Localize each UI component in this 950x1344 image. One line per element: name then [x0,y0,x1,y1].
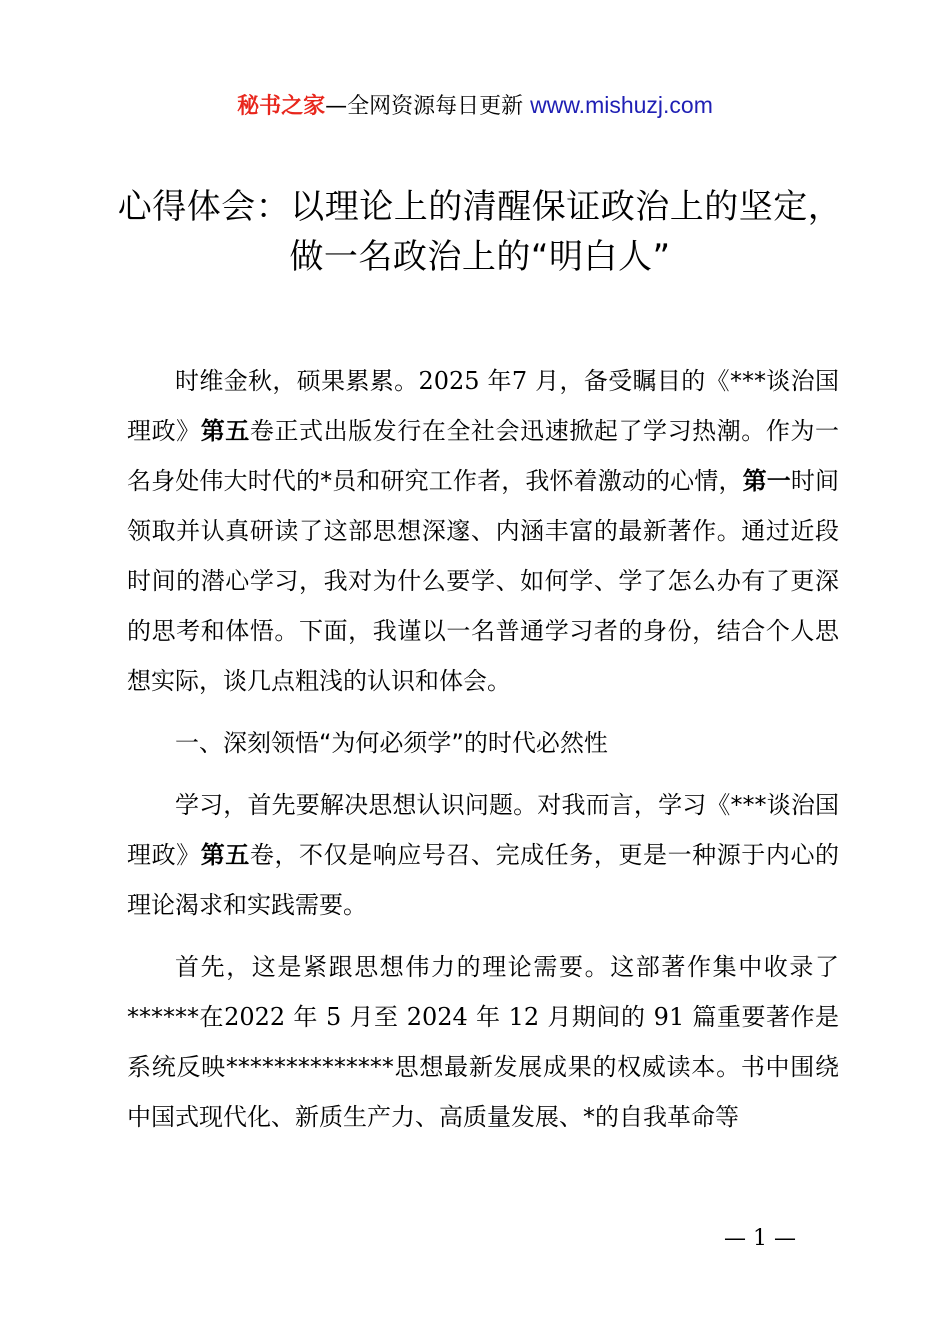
text-run: 年 [487,367,512,395]
text-run: 7 [511,367,528,395]
text-run: 91 [653,1003,685,1031]
document-title [100,182,860,282]
text-run-bold: 第五 [200,841,250,869]
text-run: 时间领取并认真研读了这部思想深邃、内涵丰富的最新著作。通过近段时间的潜心学习，我对为什么要学、如何学、学了怎么办有了更深的思考和体悟。下面，我谨以一名普通学习者的身份，结合个人思想实际，谈几点粗浅的认识和体会。 [127,467,840,695]
page-number: — 1 — [724,1226,796,1251]
paragraph-intro [127,356,839,706]
text-run: 月至 [349,1003,399,1031]
text-run: 首先，这是紧跟思想伟力的理论需要。这部著作集中收录了******在 [127,953,839,1031]
text-run: 卷，不仅是响应号召、完成任务，更是一种源于内心的理论渴求和实践需要。 [127,841,840,919]
section-heading-1: 一、深刻领悟“为何必须学”的时代必然性 [175,729,608,757]
text-run-bold: 第五 [200,417,250,445]
text-run: 12 [508,1003,540,1031]
text-run: 月，备受瞩目的《***谈治国理政》 [127,367,840,445]
title-line-2: 做一名政治上的“明白人” [289,237,671,277]
title-line-1: 心得体会：以理论上的清醒保证政治上的坚定， [117,187,843,227]
text-run: 年 [293,1003,318,1031]
site-url-link[interactable]: www.mishuzj.com [530,92,713,118]
document-body [127,356,839,1142]
text-run: 篇重要著作是系统反映**************思想最新发展成果的权威读本。书中围绕中国式现代化、新质生产力、高质量发展、*的自我革命等 [127,1003,840,1131]
text-run: 月期间的 [547,1003,646,1031]
header-tagline: —全网资源每日更新 [325,94,531,119]
paragraph-theory-need [127,942,839,1142]
text-run: 5 [326,1003,342,1031]
site-header [0,88,950,124]
text-run: 2025 [418,367,480,395]
text-run: 时维金秋，硕果累累。 [175,367,419,395]
text-run: 年 [475,1003,501,1031]
brand-name: 秘书之家 [237,94,326,119]
paragraph-why-learn [127,780,839,930]
text-run: 卷正式出版发行在全社会迅速掀起了学习热潮。作为一名身处伟大时代的*员和研究工作者，我怀着激动的心情， [127,417,840,495]
text-run: 2022 [224,1003,286,1031]
text-run: 学习，首先要解决思想认识问题。对我而言，学习《***谈治国理政》 [127,791,839,869]
text-run-bold: 第一 [742,467,791,495]
text-run: 2024 [406,1003,468,1031]
